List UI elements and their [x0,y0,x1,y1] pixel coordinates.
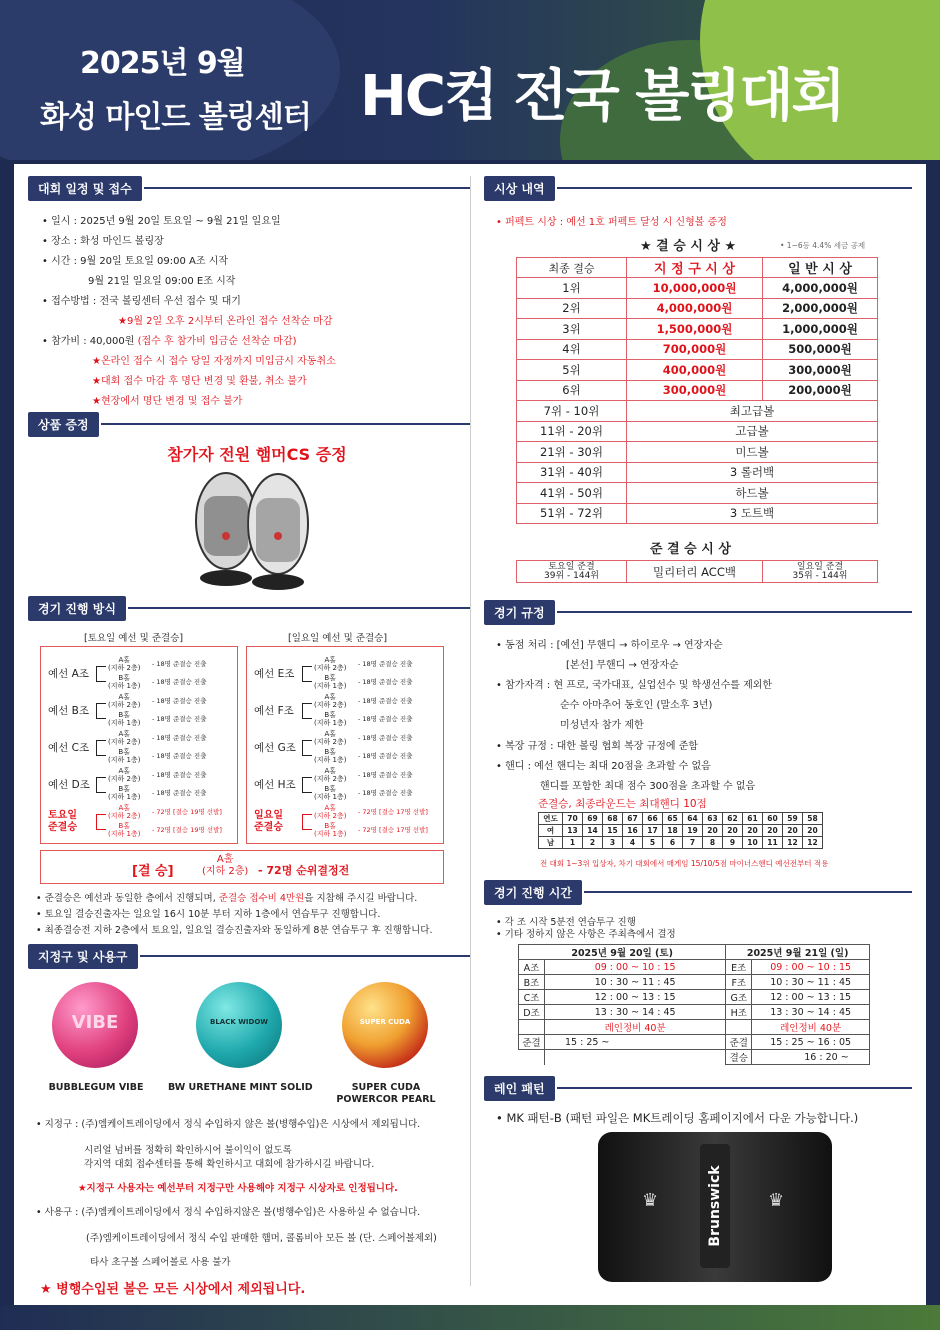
ball-name: SUPER CUDA POWERCOR PEARL [336,1082,436,1105]
group-time: 13 : 30 ~ 14 : 45 [545,1005,726,1020]
advance-note: - 18명 준결승 진출 [152,715,207,723]
fee-note-line: ★온라인 접수 시 접수 당일 자정까지 미입금시 자동취소 [92,356,336,367]
final-hall [202,854,248,878]
general-prize: 200,000원 [763,380,878,401]
hall-a: A홀 (지하 2층) [314,693,347,709]
hcp-cell: 14 [583,825,603,837]
group-label: 토요일 준결승 [48,810,77,833]
semi-sun-cell [763,561,878,583]
semi-label: 토요일 준결 [548,561,595,572]
hcp-cell: 여 [539,825,563,837]
designated-prize: 1,500,000원 [627,319,763,340]
final-hall-floor: (지하 2층) [202,866,249,877]
bracket-line [96,666,106,682]
tax-note: • 1~6등 4.4% 세금 공제 [780,241,866,250]
advance-note: - 18명 준결승 진출 [358,660,413,668]
rank: 1위 [517,278,627,299]
hcp-cell: 66 [643,813,663,825]
merch-prize: 하드볼 [627,483,878,504]
hcp-cell: 20 [763,825,783,837]
final-hall-name: A홀 [216,854,234,865]
prize-row [517,483,878,504]
group-label: 예선 F조 [254,705,294,717]
general-prize: 4,000,000원 [763,278,878,299]
gift-section [28,412,470,436]
hcp-cell: 59 [783,813,803,825]
banner-date: 2025년 9월 [80,46,245,81]
final-text: - 72명 순위결정전 [258,864,350,877]
group-time: 12 : 00 ~ 13 : 15 [752,990,870,1005]
perfect-award: • 퍼펙트 시상 : 예선 1호 퍼펙트 달성 시 신형볼 증정 [496,217,727,228]
ball-image-cuda [342,982,428,1068]
bracket-line [96,703,106,719]
semi-label: 일요일 준결 [796,561,844,572]
final-award-title: ★ 결 승 시 상 ★ [640,239,737,254]
hall-b: B홀 (지하 1층) [108,711,141,727]
hall-b: B홀 (지하 1층) [108,748,141,764]
gift-text: 참가자 전원 햄머CS 증정 [167,445,347,464]
hcp-cell: 13 [563,825,583,837]
general-prize: 1,000,000원 [763,319,878,340]
group-label: 예선 H조 [254,779,296,791]
merch-prize: 3 도트백 [627,503,878,524]
poster-body [14,164,926,1305]
section-heading: 경기 진행 시간 [484,880,582,905]
ball-rule: (주)엠케이트레이딩에서 정식 수입 판매한 햄머, 콜롬비아 모든 볼 (단. 스페어볼제외) [86,1233,437,1244]
hcp-cell: 62 [723,813,743,825]
prize-row [517,442,878,463]
hall-b: B홀 (지하 1층) [314,748,347,764]
hcp-cell: 6 [663,837,683,849]
advance-note: - 18명 준결승 진출 [152,771,207,779]
note-text: 을 지참해 주시길 바랍니다. [304,893,418,904]
group: G조 [726,990,752,1005]
section-heading: 대회 일정 및 접수 [28,176,142,201]
group-label: 예선 C조 [48,742,90,754]
fee-line [42,332,297,347]
advance-note: - 72명 [결승 19명 선발] [152,826,222,834]
handicap-table [538,812,823,849]
rank: 21위 - 30위 [517,442,627,463]
hcp-note: 전 대회 1~3위 입상자, 차기 대회에서 매게임 15/10/5점 마이너스핸디 예선전부터 적용 [540,859,829,868]
group-time: 09 : 00 ~ 10 : 15 [752,960,870,975]
designated-prize: 300,000원 [627,380,763,401]
group-time: 12 : 00 ~ 13 : 15 [545,990,726,1005]
hcp-cell: 20 [743,825,763,837]
hcp-cell: 64 [683,813,703,825]
clog-image [186,466,318,596]
group-label: 예선 A조 [48,668,89,680]
rule-line: • 핸디 : 예선 핸디는 최대 20점을 초과할 수 없음 [496,761,711,772]
hall-a: A홀 (지하 2층) [314,656,347,672]
footer-band [0,1305,940,1330]
hall-b: B홀 (지하 1층) [108,822,141,838]
group-time: 10 : 30 ~ 11 : 45 [752,975,870,990]
bracket-line [96,814,106,830]
hcp-cell: 15 [603,825,623,837]
hcp-cell: 60 [763,813,783,825]
sun-date: 2025년 9월 21일 (일) [726,945,870,960]
semi-range: 39위 - 144위 [544,570,599,581]
rule-line: 핸디를 포함한 최대 점수 300점을 초과할 수 없음 [540,781,756,792]
advance-note: - 72명 [결승 17명 선발] [358,808,428,816]
designated-prize: 400,000원 [627,360,763,381]
advance-note: - 18명 준결승 진출 [152,734,207,742]
hall-b: B홀 (지하 1층) [108,785,141,801]
advance-note: - 18명 준결승 진출 [358,771,413,779]
section-heading: 경기 규정 [484,600,555,625]
hall-b: B홀 (지하 1층) [314,674,347,690]
bracket-line [96,740,106,756]
sat-final-label: 준결 [519,1035,545,1050]
general-prize: 500,000원 [763,339,878,360]
hcp-cell: 63 [703,813,723,825]
prize-row [517,401,878,422]
bracket-line [302,703,312,719]
section-heading: 레인 패턴 [484,1076,555,1101]
hcp-cell: 12 [803,837,823,849]
prize-row [517,503,878,524]
hcp-cell: 9 [723,837,743,849]
ball-name: BUBBLEGUM VIBE [48,1082,144,1093]
advance-note: - 18명 준결승 진출 [358,789,413,797]
info-line: • 시간 : 9월 20일 토요일 09:00 A조 시작 [42,256,229,267]
general-prize: 2,000,000원 [763,298,878,319]
rank: 6위 [517,380,627,401]
info-line: • 일시 : 2025년 9월 20일 토요일 ~ 9월 21일 일요일 [42,216,281,227]
prize-row [517,380,878,401]
time-note: • 각 조 시작 5분전 연습투구 진행 [496,917,636,928]
hcp-cell: 18 [663,825,683,837]
ball-image-vibe [52,982,138,1068]
rule-line: • 참가자격 : 현 프로, 국가대표, 실업선수 및 학생선수를 제외한 [496,680,773,691]
prize-row [517,298,878,319]
hall-b: B홀 (지하 1층) [314,822,347,838]
rank: 3위 [517,319,627,340]
hcp-cell: 17 [643,825,663,837]
hcp-cell: 20 [783,825,803,837]
fee-note-line: ★대회 접수 마감 후 명단 변경 및 환불, 취소 불가 [92,376,307,387]
group: D조 [519,1005,545,1020]
group-time: 13 : 30 ~ 14 : 45 [752,1005,870,1020]
sat-bracket-title: [토요일 예선 및 준결승] [84,633,184,644]
hcp-cell: 65 [663,813,683,825]
semi-prize: 밀리터리 ACC백 [627,561,763,583]
fee-note-line: ★현장에서 명단 변경 및 접수 불가 [92,396,243,407]
hcp-cell: 67 [623,813,643,825]
hcp-cell: 20 [723,825,743,837]
advance-note: - 18명 준결승 진출 [358,697,413,705]
advance-note: - 18명 준결승 진출 [358,678,413,686]
rank: 41위 - 50위 [517,483,627,504]
balls-section [28,944,470,968]
bracket-line [302,777,312,793]
hall-a: A홀 (지하 2층) [108,804,141,820]
crown-icon: ♛ [642,1190,659,1211]
ball-rule: 각지역 대회 접수센터를 통해 확인하시고 대회에 참가하시길 바랍니다. [84,1159,375,1170]
bracket-line [96,777,106,793]
bracket-line [302,814,312,830]
progress-note: • 최종결승전 지하 2층에서 토요일, 일요일 결승진출자와 동일하게 8분 연습투구 후 진행합니다. [36,925,433,936]
merch-prize: 최고급볼 [627,401,878,422]
hcp-cell: 20 [703,825,723,837]
ball-rule: • 사용구 : (주)엠케이트레이딩에서 정식 수입하지않은 볼(병행수입)은 사용하실 수 없습니다. [36,1207,421,1218]
hall-a: A홀 (지하 2층) [314,767,347,783]
sun-final-label: 결승 [726,1050,752,1065]
rank: 51위 - 72위 [517,503,627,524]
designated-prize: 700,000원 [627,339,763,360]
general-prize: 300,000원 [763,360,878,381]
ball-rule: 타사 초구볼 스페어볼로 사용 불가 [90,1257,231,1268]
hcp-cell: 남 [539,837,563,849]
rule-line: 미성년자 참가 제한 [560,720,644,731]
sun-final-label: 준결 [726,1035,752,1050]
final-label: [결 승] [132,864,174,879]
hcp-cell: 20 [803,825,823,837]
advance-note: - 18명 준결승 진출 [152,697,207,705]
section-heading: 상품 증정 [28,412,99,437]
info-line: 9월 21일 일요일 09:00 E조 시작 [88,276,236,287]
lane-maintenance: 레인정비 40분 [752,1020,870,1035]
group-time: 10 : 30 ~ 11 : 45 [545,975,726,990]
hcp-title: 준결승, 최종라운드는 최대핸디 10점 [538,798,707,810]
hcp-cell: 5 [643,837,663,849]
advance-note: - 18명 준결승 진출 [152,752,207,760]
banner-title: HC컵 전국 볼링대회 [360,64,844,129]
ball-rule-warning: ★지정구 사용자는 예선부터 지정구만 사용해야 지정구 시상자로 인정됩니다. [78,1183,398,1194]
time-note: • 기타 정하지 않은 사항은 주최측에서 결정 [496,929,676,940]
advance-note: - 18명 준결승 진출 [152,678,207,686]
semi-award-table [516,560,878,583]
semi-sat-cell [517,561,627,583]
parallel-import-warning: ★ 병행수입된 볼은 모든 시상에서 제외됩니다. [40,1282,306,1297]
advance-note: - 18명 준결승 진출 [358,752,413,760]
ball-logo: VIBE [71,1012,119,1033]
designated-prize: 10,000,000원 [627,278,763,299]
lane-pattern-text: • MK 패턴-B (패턴 파일은 MK트레이딩 홈페이지에서 다운 가능합니다.) [496,1111,859,1125]
ball-image-widow [196,982,282,1068]
lane-maintenance: 레인정비 40분 [545,1020,726,1035]
header-banner [0,0,940,160]
hcp-cell: 8 [703,837,723,849]
group: F조 [726,975,752,990]
hcp-cell: 68 [603,813,623,825]
hall-a: A홀 (지하 2층) [314,804,347,820]
hcp-cell: 12 [783,837,803,849]
advance-note: - 72명 [결승 17명 선발] [358,826,428,834]
hall-a: A홀 (지하 2층) [108,730,141,746]
hcp-cell: 11 [763,837,783,849]
schedule-table [518,944,870,1065]
hall-b: B홀 (지하 1층) [314,711,347,727]
bracket-line [302,666,312,682]
prize-col-header: 최종 결승 [517,258,627,278]
note-highlight: 준결승 접수비 4만원 [218,893,305,904]
prize-row [517,339,878,360]
sat-final-time: 15 : 25 ~ [545,1035,726,1050]
fee-note: (접수 후 참가비 입금순 선착순 마감) [137,336,297,347]
time-section [484,880,912,904]
bracket-line [302,740,312,756]
section-heading: 지정구 및 사용구 [28,944,138,969]
advance-note: - 18명 준결승 진출 [152,789,207,797]
section-heading: 경기 진행 방식 [28,596,126,621]
hcp-cell: 70 [563,813,583,825]
hcp-cell: 4 [623,837,643,849]
rule-line: • 동점 처리 : [예선] 무핸디 → 하이로우 → 연장자순 [496,640,723,651]
schedule-section [28,176,470,200]
prize-row [517,278,878,299]
advance-note: - 18명 준결승 진출 [358,734,413,742]
group: H조 [726,1005,752,1020]
hall-b: B홀 (지하 1층) [314,785,347,801]
hcp-cell: 연도 [539,813,563,825]
rank: 4위 [517,339,627,360]
group-time: 09 : 00 ~ 10 : 15 [545,960,726,975]
sun-final-time: 15 : 25 ~ 16 : 05 [752,1035,870,1050]
ball-rule: • 지정구 : (주)엠케이트레이딩에서 정식 수입하지 않은 볼(병행수입)은 시상에서 제외됩니다. [36,1119,421,1130]
designated-prize: 4,000,000원 [627,298,763,319]
group-label: 예선 G조 [254,742,296,754]
advance-note: - 18명 준결승 진출 [358,715,413,723]
note-text: • 준결승은 예선과 동일한 층에서 진행되며, [36,893,219,904]
group: C조 [519,990,545,1005]
sun-bracket-title: [일요일 예선 및 준결승] [288,633,388,644]
prize-row [517,462,878,483]
hall-a: A홀 (지하 2층) [108,767,141,783]
prize-row [517,421,878,442]
banner-venue: 화성 마인드 볼링센터 [40,100,311,135]
group-label: 예선 B조 [48,705,89,717]
semi-range: 35위 - 144위 [792,570,848,581]
hcp-cell: 69 [583,813,603,825]
progress-section [28,596,470,620]
group: E조 [726,960,752,975]
merch-prize: 3 롤러백 [627,462,878,483]
hall-a: A홀 (지하 2층) [108,693,141,709]
advance-note: - 18명 준결승 진출 [152,660,207,668]
rule-line: 순수 아마추어 동호인 (말소후 3년) [560,700,713,711]
group: B조 [519,975,545,990]
rank: 5위 [517,360,627,381]
hcp-cell: 2 [583,837,603,849]
rank: 2위 [517,298,627,319]
rule-line: [본선] 무핸디 → 연장자순 [566,660,679,671]
prize-row [517,319,878,340]
sun-final-time: 16 : 20 ~ [752,1050,870,1065]
hall-a: A홀 (지하 2층) [108,656,141,672]
progress-note [36,890,417,904]
prize-table [516,257,878,524]
hall-b: B홀 (지하 1층) [108,674,141,690]
group-label: 예선 D조 [48,779,90,791]
semi-award-title: 준 결 승 시 상 [650,542,731,557]
rank: 11위 - 20위 [517,421,627,442]
merch-prize: 고급볼 [627,421,878,442]
info-line: • 장소 : 화성 마인드 볼링장 [42,236,164,247]
hcp-cell: 19 [683,825,703,837]
prize-row [517,360,878,381]
group-label: 일요일 준결승 [254,810,283,833]
ball-logo: SUPER CUDA [359,1018,411,1026]
prize-col-header: 일 반 시 상 [763,258,878,278]
hcp-cell: 10 [743,837,763,849]
crown-icon: ♛ [768,1190,785,1211]
hcp-cell: 3 [603,837,623,849]
rank: 7위 - 10위 [517,401,627,422]
hcp-cell: 61 [743,813,763,825]
prize-col-header: 지 정 구 시 상 [627,258,763,278]
awards-section [484,176,912,200]
rule-line: • 복장 규정 : 대한 볼링 협회 복장 규정에 준함 [496,741,699,752]
hcp-cell: 58 [803,813,823,825]
progress-note: • 토요일 결승진출자는 일요일 16시 10분 부터 지하 1층에서 연습투구 진행합니다. [36,909,381,920]
rank: 31위 - 40위 [517,462,627,483]
group: A조 [519,960,545,975]
rules-section [484,600,912,624]
sat-date: 2025년 9월 20일 (토) [519,945,726,960]
ball-bag-image [598,1132,832,1282]
ball-rule: 시리얼 넘버를 정확히 확인하시어 불이익이 없도록 [84,1145,292,1156]
ball-logo: BLACK WIDOW [209,1018,269,1026]
fee-label: • 참가비 : 40,000원 [42,336,135,347]
lane-section [484,1076,912,1100]
hall-a: A홀 (지하 2층) [314,730,347,746]
hcp-cell: 7 [683,837,703,849]
ball-name: BW URETHANE MINT SOLID [168,1082,313,1093]
hcp-cell: 1 [563,837,583,849]
bag-brand: Brunswick [707,1165,723,1247]
merch-prize: 미드볼 [627,442,878,463]
info-line: ★9월 2일 오후 2시부터 온라인 접수 선착순 마감 [118,316,333,327]
group-label: 예선 E조 [254,668,295,680]
hcp-cell: 16 [623,825,643,837]
advance-note: - 72명 [결승 19명 선발] [152,808,222,816]
section-heading: 시상 내역 [484,176,555,201]
column-divider [470,176,471,1286]
info-line: • 접수방법 : 전국 볼링센터 우선 접수 및 대기 [42,296,241,307]
